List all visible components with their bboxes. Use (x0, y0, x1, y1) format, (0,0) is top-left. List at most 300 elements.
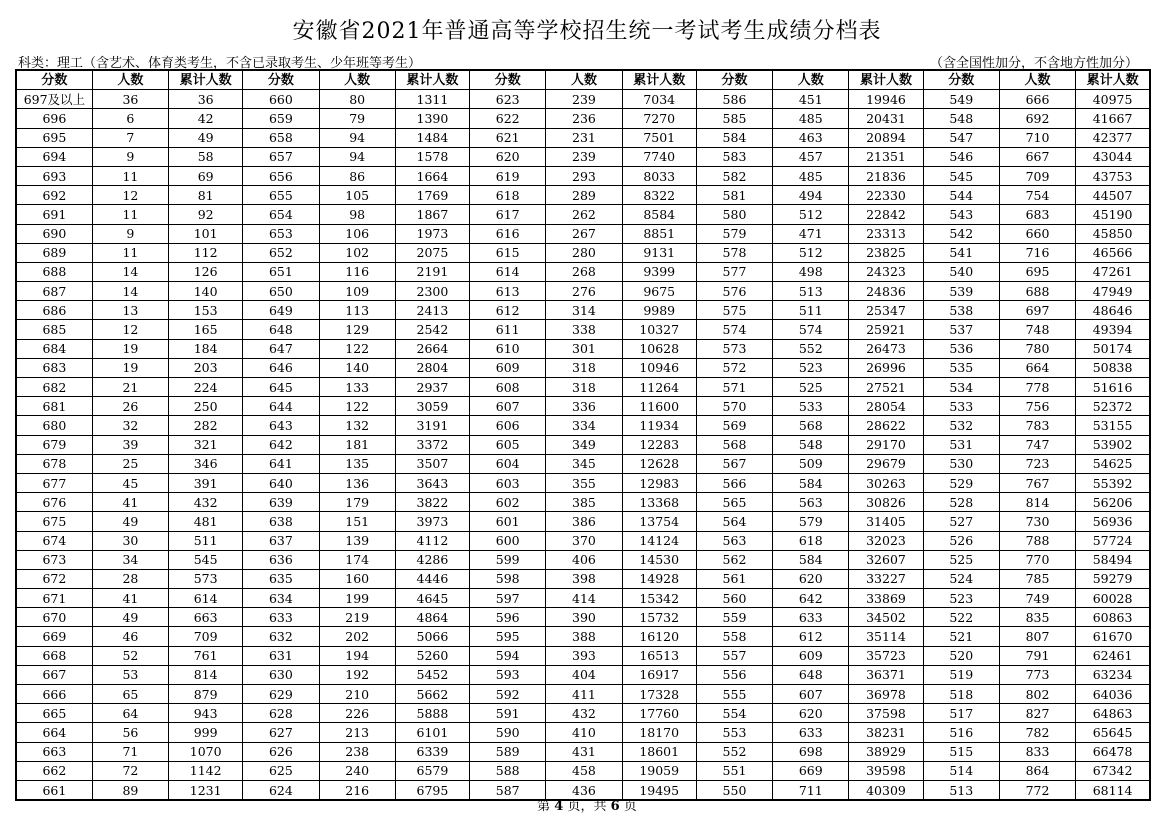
score-cell: 538 (923, 301, 999, 320)
score-cell: 524 (923, 569, 999, 588)
cumulative-cell: 33869 (849, 589, 923, 608)
cumulative-cell: 8584 (622, 205, 696, 224)
count-cell: 46 (92, 627, 168, 646)
score-cell: 543 (923, 205, 999, 224)
cumulative-cell: 48646 (1076, 301, 1150, 320)
count-cell: 431 (546, 742, 622, 761)
table-row (16, 742, 1150, 761)
cumulative-cell: 153 (169, 301, 243, 320)
count-cell: 98 (319, 205, 395, 224)
header-cumulative: 累计人数 (1076, 70, 1150, 90)
score-cell: 614 (470, 262, 546, 281)
count-cell: 788 (999, 531, 1075, 550)
score-cell: 662 (16, 761, 92, 780)
table-row (16, 454, 1150, 473)
cumulative-cell: 1311 (395, 90, 469, 109)
cumulative-cell: 5662 (395, 685, 469, 704)
header-score: 分数 (470, 70, 546, 90)
cumulative-cell: 12983 (622, 473, 696, 492)
score-cell: 644 (243, 397, 319, 416)
score-cell: 688 (16, 262, 92, 281)
score-cell: 597 (470, 589, 546, 608)
table-row (16, 282, 1150, 301)
score-cell: 601 (470, 512, 546, 531)
cumulative-cell: 6339 (395, 742, 469, 761)
score-cell: 591 (470, 704, 546, 723)
cumulative-cell: 3822 (395, 493, 469, 512)
count-cell: 785 (999, 569, 1075, 588)
cumulative-cell: 126 (169, 262, 243, 281)
count-cell: 749 (999, 589, 1075, 608)
score-cell: 550 (696, 780, 772, 800)
count-cell: 864 (999, 761, 1075, 780)
count-cell: 21 (92, 378, 168, 397)
score-cell: 595 (470, 627, 546, 646)
cumulative-cell: 2191 (395, 262, 469, 281)
score-cell: 534 (923, 378, 999, 397)
cumulative-cell: 1578 (395, 147, 469, 166)
cumulative-cell: 49 (169, 128, 243, 147)
cumulative-cell: 321 (169, 435, 243, 454)
count-cell: 398 (546, 569, 622, 588)
count-cell: 620 (773, 704, 849, 723)
bonus-note: （含全国性加分，不含地方性加分） (929, 56, 1138, 71)
count-cell: 41 (92, 493, 168, 512)
score-cell: 645 (243, 378, 319, 397)
count-cell: 511 (773, 301, 849, 320)
score-cell: 587 (470, 780, 546, 800)
count-cell: 568 (773, 416, 849, 435)
score-cell: 551 (696, 761, 772, 780)
cumulative-cell: 11934 (622, 416, 696, 435)
score-cell: 641 (243, 454, 319, 473)
table-row (16, 262, 1150, 281)
cumulative-cell: 5888 (395, 704, 469, 723)
score-cell: 607 (470, 397, 546, 416)
count-cell: 432 (546, 704, 622, 723)
count-cell: 106 (319, 224, 395, 243)
score-cell: 674 (16, 531, 92, 550)
count-cell: 65 (92, 685, 168, 704)
score-cell: 577 (696, 262, 772, 281)
count-cell: 79 (319, 109, 395, 128)
cumulative-cell: 58494 (1076, 550, 1150, 569)
cumulative-cell: 38929 (849, 742, 923, 761)
count-cell: 457 (773, 147, 849, 166)
score-cell: 629 (243, 685, 319, 704)
cumulative-cell: 943 (169, 704, 243, 723)
cumulative-cell: 40975 (1076, 90, 1150, 109)
score-cell: 556 (696, 665, 772, 684)
count-cell: 109 (319, 282, 395, 301)
count-cell: 94 (319, 128, 395, 147)
cumulative-cell: 55392 (1076, 473, 1150, 492)
count-cell: 140 (319, 358, 395, 377)
score-cell: 566 (696, 473, 772, 492)
score-cell: 523 (923, 589, 999, 608)
count-cell: 289 (546, 186, 622, 205)
cumulative-cell: 23313 (849, 224, 923, 243)
cumulative-cell: 61670 (1076, 627, 1150, 646)
score-cell: 686 (16, 301, 92, 320)
cumulative-cell: 30263 (849, 473, 923, 492)
count-cell: 730 (999, 512, 1075, 531)
score-cell: 584 (696, 128, 772, 147)
count-cell: 280 (546, 243, 622, 262)
score-cell: 671 (16, 589, 92, 608)
count-cell: 71 (92, 742, 168, 761)
score-cell: 667 (16, 665, 92, 684)
page-footer (0, 795, 1174, 814)
table-row (16, 301, 1150, 320)
count-cell: 642 (773, 589, 849, 608)
score-cell: 680 (16, 416, 92, 435)
score-table (15, 69, 1151, 801)
cumulative-cell: 1769 (395, 186, 469, 205)
count-cell: 494 (773, 186, 849, 205)
count-cell: 122 (319, 339, 395, 358)
score-cell: 585 (696, 109, 772, 128)
score-cell: 649 (243, 301, 319, 320)
cumulative-cell: 49394 (1076, 320, 1150, 339)
cumulative-cell: 20894 (849, 128, 923, 147)
score-cell: 642 (243, 435, 319, 454)
score-cell: 565 (696, 493, 772, 512)
cumulative-cell: 81 (169, 186, 243, 205)
cumulative-cell: 165 (169, 320, 243, 339)
score-cell: 665 (16, 704, 92, 723)
count-cell: 293 (546, 166, 622, 185)
score-cell: 650 (243, 282, 319, 301)
subject-note: 科类：理工（含艺术、体育类考生，不含已录取考生、少年班等考生） (18, 56, 422, 71)
score-cell: 583 (696, 147, 772, 166)
header-cumulative: 累计人数 (169, 70, 243, 90)
cumulative-cell: 20431 (849, 109, 923, 128)
count-cell: 386 (546, 512, 622, 531)
score-cell: 696 (16, 109, 92, 128)
score-cell: 652 (243, 243, 319, 262)
table-row (16, 704, 1150, 723)
score-cell: 527 (923, 512, 999, 531)
score-cell: 648 (243, 320, 319, 339)
cumulative-cell: 25347 (849, 301, 923, 320)
cumulative-cell: 60863 (1076, 608, 1150, 627)
count-cell: 436 (546, 780, 622, 800)
count-cell: 512 (773, 243, 849, 262)
score-cell: 532 (923, 416, 999, 435)
count-cell: 747 (999, 435, 1075, 454)
count-cell: 688 (999, 282, 1075, 301)
cumulative-cell: 10628 (622, 339, 696, 358)
count-cell: 579 (773, 512, 849, 531)
count-cell: 349 (546, 435, 622, 454)
cumulative-cell: 2664 (395, 339, 469, 358)
score-cell: 574 (696, 320, 772, 339)
score-cell: 616 (470, 224, 546, 243)
table-row (16, 109, 1150, 128)
table-row (16, 665, 1150, 684)
count-cell: 52 (92, 646, 168, 665)
count-cell: 584 (773, 550, 849, 569)
count-cell: 660 (999, 224, 1075, 243)
score-cell: 557 (696, 646, 772, 665)
cumulative-cell: 46566 (1076, 243, 1150, 262)
score-cell: 664 (16, 723, 92, 742)
score-cell: 697及以上 (16, 90, 92, 109)
count-cell: 525 (773, 378, 849, 397)
score-cell: 608 (470, 378, 546, 397)
score-cell: 640 (243, 473, 319, 492)
header-count: 人数 (999, 70, 1075, 90)
count-cell: 772 (999, 780, 1075, 800)
count-cell: 667 (999, 147, 1075, 166)
score-cell: 617 (470, 205, 546, 224)
score-cell: 522 (923, 608, 999, 627)
table-row (16, 685, 1150, 704)
count-cell: 53 (92, 665, 168, 684)
score-cell: 613 (470, 282, 546, 301)
score-cell: 575 (696, 301, 772, 320)
cumulative-cell: 32023 (849, 531, 923, 550)
cumulative-cell: 9399 (622, 262, 696, 281)
score-cell: 690 (16, 224, 92, 243)
score-cell: 560 (696, 589, 772, 608)
cumulative-cell: 14530 (622, 550, 696, 569)
score-cell: 525 (923, 550, 999, 569)
score-cell: 678 (16, 454, 92, 473)
count-cell: 11 (92, 205, 168, 224)
score-cell: 553 (696, 723, 772, 742)
table-row (16, 435, 1150, 454)
footer-page-number: 4 (554, 799, 564, 814)
count-cell: 226 (319, 704, 395, 723)
score-cell: 694 (16, 147, 92, 166)
score-cell: 693 (16, 166, 92, 185)
count-cell: 239 (546, 147, 622, 166)
cumulative-cell: 7501 (622, 128, 696, 147)
count-cell: 210 (319, 685, 395, 704)
footer-suffix: 页 (623, 799, 637, 814)
cumulative-cell: 17328 (622, 685, 696, 704)
count-cell: 683 (999, 205, 1075, 224)
cumulative-cell: 42 (169, 109, 243, 128)
count-cell: 498 (773, 262, 849, 281)
count-cell: 802 (999, 685, 1075, 704)
cumulative-cell: 29170 (849, 435, 923, 454)
score-cell: 570 (696, 397, 772, 416)
cumulative-cell: 8033 (622, 166, 696, 185)
count-cell: 338 (546, 320, 622, 339)
count-cell: 151 (319, 512, 395, 531)
count-cell: 710 (999, 128, 1075, 147)
count-cell: 45 (92, 473, 168, 492)
cumulative-cell: 47949 (1076, 282, 1150, 301)
count-cell: 698 (773, 742, 849, 761)
cumulative-cell: 58 (169, 147, 243, 166)
count-cell: 181 (319, 435, 395, 454)
count-cell: 102 (319, 243, 395, 262)
cumulative-cell: 1484 (395, 128, 469, 147)
score-cell: 637 (243, 531, 319, 550)
count-cell: 584 (773, 473, 849, 492)
score-cell: 626 (243, 742, 319, 761)
count-cell: 240 (319, 761, 395, 780)
count-cell: 336 (546, 397, 622, 416)
table-row (16, 589, 1150, 608)
cumulative-cell: 64036 (1076, 685, 1150, 704)
score-cell: 572 (696, 358, 772, 377)
score-cell: 537 (923, 320, 999, 339)
cumulative-cell: 11264 (622, 378, 696, 397)
cumulative-cell: 51616 (1076, 378, 1150, 397)
score-cell: 691 (16, 205, 92, 224)
score-cell: 559 (696, 608, 772, 627)
cumulative-cell: 3643 (395, 473, 469, 492)
score-cell: 622 (470, 109, 546, 128)
score-cell: 586 (696, 90, 772, 109)
score-cell: 672 (16, 569, 92, 588)
cumulative-cell: 63234 (1076, 665, 1150, 684)
cumulative-cell: 1390 (395, 109, 469, 128)
cumulative-cell: 2075 (395, 243, 469, 262)
score-cell: 661 (16, 780, 92, 800)
count-cell: 32 (92, 416, 168, 435)
cumulative-cell: 573 (169, 569, 243, 588)
table-row (16, 473, 1150, 492)
score-cell: 596 (470, 608, 546, 627)
count-cell: 268 (546, 262, 622, 281)
count-cell: 669 (773, 761, 849, 780)
table-row (16, 416, 1150, 435)
count-cell: 612 (773, 627, 849, 646)
cumulative-cell: 2300 (395, 282, 469, 301)
header-count: 人数 (773, 70, 849, 90)
score-cell: 685 (16, 320, 92, 339)
score-cell: 627 (243, 723, 319, 742)
count-cell: 49 (92, 608, 168, 627)
score-cell: 568 (696, 435, 772, 454)
cumulative-cell: 10327 (622, 320, 696, 339)
score-cell: 675 (16, 512, 92, 531)
cumulative-cell: 18601 (622, 742, 696, 761)
cumulative-cell: 16917 (622, 665, 696, 684)
count-cell: 827 (999, 704, 1075, 723)
cumulative-cell: 7034 (622, 90, 696, 109)
table-row (16, 166, 1150, 185)
count-cell: 835 (999, 608, 1075, 627)
cumulative-cell: 23825 (849, 243, 923, 262)
count-cell: 276 (546, 282, 622, 301)
cumulative-cell: 38231 (849, 723, 923, 742)
score-cell: 639 (243, 493, 319, 512)
score-cell: 656 (243, 166, 319, 185)
cumulative-cell: 35114 (849, 627, 923, 646)
cumulative-cell: 50838 (1076, 358, 1150, 377)
score-cell: 658 (243, 128, 319, 147)
cumulative-cell: 12283 (622, 435, 696, 454)
cumulative-cell: 432 (169, 493, 243, 512)
count-cell: 807 (999, 627, 1075, 646)
count-cell: 778 (999, 378, 1075, 397)
cumulative-cell: 12628 (622, 454, 696, 473)
table-row (16, 339, 1150, 358)
score-cell: 684 (16, 339, 92, 358)
cumulative-cell: 9989 (622, 301, 696, 320)
score-cell: 676 (16, 493, 92, 512)
score-cell: 561 (696, 569, 772, 588)
score-cell: 526 (923, 531, 999, 550)
score-cell: 611 (470, 320, 546, 339)
cumulative-cell: 481 (169, 512, 243, 531)
score-cell: 689 (16, 243, 92, 262)
footer-total-pages: 6 (610, 799, 620, 814)
cumulative-cell: 22842 (849, 205, 923, 224)
table-row (16, 493, 1150, 512)
score-cell: 518 (923, 685, 999, 704)
score-cell: 549 (923, 90, 999, 109)
cumulative-cell: 19495 (622, 780, 696, 800)
score-cell: 634 (243, 589, 319, 608)
cumulative-cell: 36978 (849, 685, 923, 704)
cumulative-cell: 1973 (395, 224, 469, 243)
count-cell: 122 (319, 397, 395, 416)
cumulative-cell: 40309 (849, 780, 923, 800)
count-cell: 236 (546, 109, 622, 128)
score-cell: 562 (696, 550, 772, 569)
score-cell: 592 (470, 685, 546, 704)
score-cell: 530 (923, 454, 999, 473)
score-cell: 604 (470, 454, 546, 473)
cumulative-cell: 511 (169, 531, 243, 550)
count-cell: 64 (92, 704, 168, 723)
score-cell: 603 (470, 473, 546, 492)
cumulative-cell: 140 (169, 282, 243, 301)
table-row (16, 569, 1150, 588)
count-cell: 132 (319, 416, 395, 435)
count-cell: 39 (92, 435, 168, 454)
count-cell: 513 (773, 282, 849, 301)
table-row (16, 608, 1150, 627)
cumulative-cell: 64863 (1076, 704, 1150, 723)
cumulative-cell: 52372 (1076, 397, 1150, 416)
cumulative-cell: 45850 (1076, 224, 1150, 243)
cumulative-cell: 43044 (1076, 147, 1150, 166)
score-cell: 638 (243, 512, 319, 531)
count-cell: 345 (546, 454, 622, 473)
table-row (16, 90, 1150, 109)
cumulative-cell: 5260 (395, 646, 469, 665)
count-cell: 135 (319, 454, 395, 473)
cumulative-cell: 6101 (395, 723, 469, 742)
count-cell: 633 (773, 608, 849, 627)
cumulative-cell: 346 (169, 454, 243, 473)
score-cell: 646 (243, 358, 319, 377)
score-cell: 529 (923, 473, 999, 492)
cumulative-cell: 2413 (395, 301, 469, 320)
cumulative-cell: 42377 (1076, 128, 1150, 147)
count-cell: 618 (773, 531, 849, 550)
count-cell: 19 (92, 358, 168, 377)
count-cell: 13 (92, 301, 168, 320)
score-cell: 590 (470, 723, 546, 742)
count-cell: 19 (92, 339, 168, 358)
score-cell: 564 (696, 512, 772, 531)
cumulative-cell: 282 (169, 416, 243, 435)
count-cell: 89 (92, 780, 168, 800)
count-cell: 334 (546, 416, 622, 435)
count-cell: 80 (319, 90, 395, 109)
cumulative-cell: 35723 (849, 646, 923, 665)
